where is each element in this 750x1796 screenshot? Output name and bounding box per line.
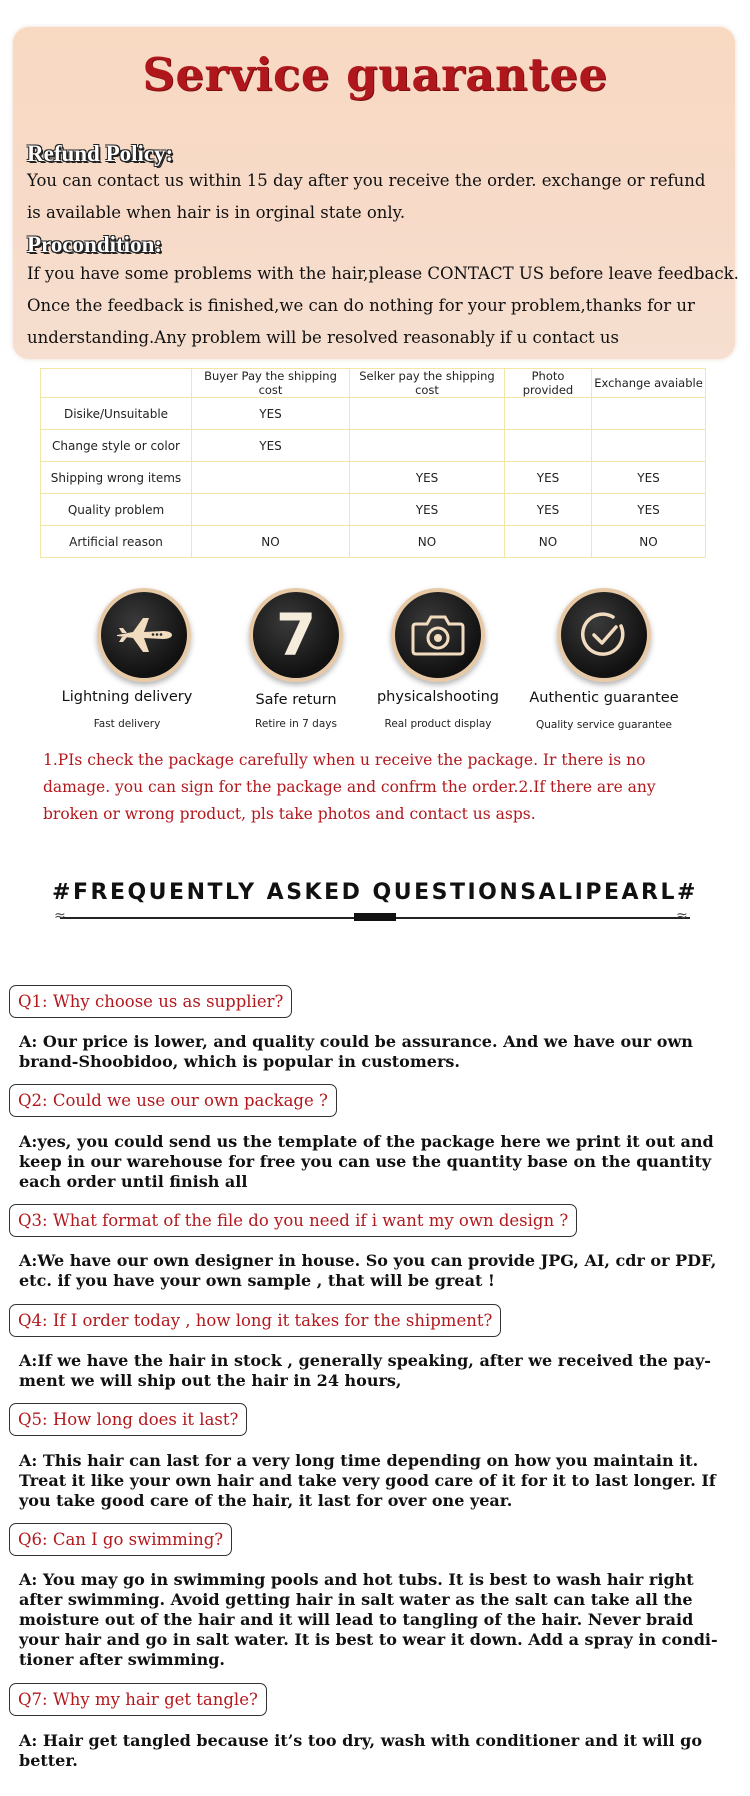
table-cell <box>350 430 505 462</box>
refund-policy-heading: Refund Policy: <box>27 141 174 166</box>
faq-question: Q3: What format of the file do you need if i want my own design ? <box>9 1204 577 1237</box>
table-row-label: Change style or color <box>41 430 192 462</box>
table-cell: YES <box>350 494 505 526</box>
table-header-cell <box>41 369 192 398</box>
notice-line: damage. you can sign for the package and confrm the order.2.If there are any <box>43 778 656 796</box>
seven-glyph: 7 <box>275 601 317 669</box>
faq-question: Q7: Why my hair get tangle? <box>9 1683 267 1716</box>
faq-answer-line: A:If we have the hair in stock , generally speaking, after we received the pay- <box>19 1351 711 1370</box>
notice-line: broken or wrong product, pls take photos and contact us asps. <box>43 805 536 823</box>
airplane-icon <box>97 588 191 682</box>
table-cell: NO <box>592 526 706 558</box>
faq-answer-line: better. <box>19 1751 78 1770</box>
table-cell: YES <box>192 430 350 462</box>
table-row <box>41 430 706 462</box>
table-cell: YES <box>592 462 706 494</box>
seven-icon <box>249 588 343 682</box>
faq-answer-line: moisture out of the hair and it will lead to tangling of the hair. Never braid <box>19 1610 694 1629</box>
checkmark-icon <box>557 588 651 682</box>
left-flourish-icon: ≈ <box>54 908 66 924</box>
feature-subtitle: Quality service guarantee <box>535 719 672 731</box>
table-row <box>41 462 706 494</box>
table-row-label: Artificial reason <box>41 526 192 558</box>
table-cell <box>505 398 592 430</box>
faq-question: Q2: Could we use our own package ? <box>9 1084 337 1117</box>
feature-title: Safe return <box>255 692 337 708</box>
faq-divider-accent <box>354 913 396 921</box>
table-cell <box>592 430 706 462</box>
table-cell: NO <box>505 526 592 558</box>
refund-policy-line: is available when hair is in orginal state only. <box>27 203 406 222</box>
table-cell: YES <box>192 398 350 430</box>
precondition-heading: Procondition: <box>27 232 163 257</box>
faq-answer-line: Treat it like your own hair and take very good care of it for it to last longer. If <box>19 1471 716 1490</box>
faq-answer-line: keep in our warehouse for free you can use the quantity base on the quantity <box>19 1152 712 1171</box>
table-cell: YES <box>592 494 706 526</box>
precondition-line: Once the feedback is finished,we can do nothing for your problem,thanks for ur <box>27 296 695 315</box>
faq-answer-line: A:yes, you could send us the template of the package here we print it out and <box>19 1132 714 1151</box>
faq-answer-line: tioner after swimming. <box>19 1650 225 1669</box>
precondition-line: understanding.Any problem will be resolved reasonably if u contact us <box>27 328 620 347</box>
right-flourish-icon: ≈ <box>676 908 688 924</box>
page-title: Service guarantee <box>142 48 608 101</box>
table-header-row <box>41 369 706 398</box>
faq-answer-line: A: This hair can last for a very long time depending on how you maintain it. <box>19 1451 699 1470</box>
faq-answer-line: A: Our price is lower, and quality could be assurance. And we have our own <box>19 1032 693 1051</box>
precondition-line: If you have some problems with the hair,please CONTACT US before leave feedback. <box>27 264 739 283</box>
faq-question: Q4: If I order today , how long it takes for the shipment? <box>9 1304 501 1337</box>
table-cell <box>192 494 350 526</box>
table-cell: YES <box>505 462 592 494</box>
table-cell <box>350 398 505 430</box>
feature-subtitle: Retire in 7 days <box>255 718 337 730</box>
table-row <box>41 526 706 558</box>
table-cell: YES <box>350 462 505 494</box>
feature-title: Authentic guarantee <box>529 690 679 706</box>
camera-icon <box>391 588 485 682</box>
table-cell <box>192 462 350 494</box>
faq-answer-line: A: Hair get tangled because it’s too dry, wash with conditioner and it will go <box>19 1731 702 1750</box>
table-cell: NO <box>350 526 505 558</box>
notice-line: 1.PIs check the package carefully when u receive the package. Ir there is no <box>43 751 646 769</box>
refund-conditions-table <box>40 368 706 558</box>
faq-answer-line: you take good care of the hair, it last for over one year. <box>19 1491 513 1510</box>
faq-answer-line: after swimming. Avoid getting hair in salt water as the salt can take all the <box>19 1590 693 1609</box>
faq-answer-line: A:We have our own designer in house. So you can provide JPG, AI, cdr or PDF, <box>19 1251 717 1270</box>
faq-question: Q6: Can I go swimming? <box>9 1523 232 1556</box>
table-header-cell: Buyer Pay the shipping cost <box>192 369 350 398</box>
faq-answer-line: etc. if you have your own sample , that will be great ! <box>19 1271 495 1290</box>
table-row-label: Shipping wrong items <box>41 462 192 494</box>
faq-question: Q5: How long does it last? <box>9 1403 247 1436</box>
faq-answer-line: brand-Shoobidoo, which is popular in customers. <box>19 1052 460 1071</box>
faq-answer-line: each order until finish all <box>19 1172 248 1191</box>
table-row <box>41 494 706 526</box>
table-cell <box>592 398 706 430</box>
refund-policy-line: You can contact us within 15 day after you receive the order. exchange or refund <box>27 171 706 190</box>
faq-answer-line: your hair and go in salt water. It is best to wear it down. Add a spray in condi- <box>19 1630 718 1649</box>
table-row-label: Disike/Unsuitable <box>41 398 192 430</box>
faq-answer-line: A: You may go in swimming pools and hot tubs. It is best to wash hair right <box>19 1570 694 1589</box>
feature-subtitle: Real product display <box>384 718 492 730</box>
feature-title: physicalshooting <box>376 689 500 705</box>
faq-heading: #FREQUENTLY ASKED QUESTIONSALIPEARL# <box>52 880 698 905</box>
faq-answer-line: ment we will ship out the hair in 24 hours, <box>19 1371 402 1390</box>
table-cell <box>505 430 592 462</box>
table-row-label: Quality problem <box>41 494 192 526</box>
table-header-cell: Photo provided <box>505 369 592 398</box>
table-header-cell: Selker pay the shipping cost <box>350 369 505 398</box>
feature-title: Lightning delivery <box>61 689 193 705</box>
feature-subtitle: Fast delivery <box>93 718 161 730</box>
table-cell: NO <box>192 526 350 558</box>
table-header-cell: Exchange avaiable <box>592 369 706 398</box>
table-row <box>41 398 706 430</box>
faq-question: Q1: Why choose us as supplier? <box>9 985 292 1018</box>
table-cell: YES <box>505 494 592 526</box>
